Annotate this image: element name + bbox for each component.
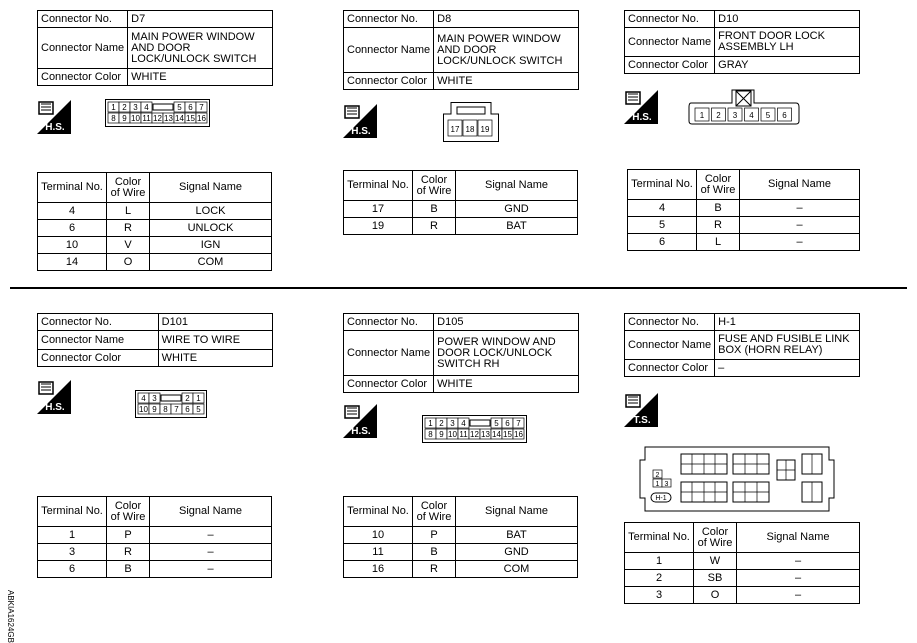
harness-side-icon [343, 104, 377, 138]
pin-label: 19 [480, 125, 490, 134]
connector-color-label: Connector Color [344, 73, 434, 90]
connector-name-label: Connector Name [38, 331, 159, 350]
table-row [38, 544, 272, 561]
connector-name-value: FRONT DOOR LOCK ASSEMBLY LH [715, 28, 860, 57]
connector-diagram [688, 89, 800, 130]
table-row [628, 200, 860, 217]
connector-color-value: WHITE [158, 350, 272, 367]
connector-info-table [37, 313, 273, 367]
harness-side-icon [37, 100, 71, 134]
table-row [38, 254, 272, 271]
pin-label: 16 [197, 114, 206, 123]
wire-color-cell: R [697, 217, 740, 234]
wire-color-cell: B [413, 201, 456, 218]
terminal-no-cell: 1 [625, 553, 694, 570]
connector-name-value: WIRE TO WIRE [158, 331, 272, 350]
connector-name-value: MAIN POWER WINDOW AND DOOR LOCK/UNLOCK SWITCH [128, 28, 273, 69]
connector-color-value: – [715, 360, 860, 377]
table-row [625, 570, 860, 587]
pin-label: 5 [494, 419, 499, 428]
wire-color-cell: P [413, 527, 456, 544]
pin-label: 13 [481, 430, 490, 439]
section-divider [10, 287, 907, 289]
terminal-no-cell: 10 [38, 237, 107, 254]
color-of-wire-header: Color of Wire [697, 170, 740, 200]
pin-label: 4 [141, 394, 146, 403]
table-row [38, 527, 272, 544]
connector-color-label: Connector Color [625, 360, 715, 377]
pin-label: 2 [439, 419, 444, 428]
signal-name-header: Signal Name [150, 173, 272, 203]
pin-label: 2 [122, 103, 127, 112]
pin-label: 18 [465, 125, 475, 134]
terminal-table [343, 496, 578, 578]
signal-name-cell: COM [456, 561, 578, 578]
signal-name-header: Signal Name [456, 171, 578, 201]
table-row [628, 217, 860, 234]
table-row [38, 220, 272, 237]
pin-label: 17 [450, 125, 460, 134]
terminal-no-cell: 5 [628, 217, 697, 234]
pin-label: 11 [459, 430, 468, 439]
pin-label: 3 [450, 419, 455, 428]
hs-badge [37, 100, 71, 139]
table-row [344, 218, 578, 235]
connector-face-diagram [135, 390, 207, 418]
pin-label: 2 [185, 394, 190, 403]
hs-badge [624, 90, 658, 129]
pin-label: 6 [188, 103, 193, 112]
pin-label: 3 [664, 481, 669, 488]
terminal-no-cell: 6 [38, 561, 107, 578]
badge-label: H.S. [351, 126, 371, 137]
pin-label: 8 [111, 114, 116, 123]
pin-label: 16 [514, 430, 523, 439]
connector-no-label: Connector No. [625, 11, 715, 28]
pin-label: 15 [503, 430, 512, 439]
wire-color-cell: B [107, 561, 150, 578]
pin-label: 1 [196, 394, 201, 403]
terminal-no-header: Terminal No. [38, 497, 107, 527]
pin-label: 12 [153, 114, 162, 123]
terminal-table [37, 172, 272, 271]
pin-label: 5 [177, 103, 182, 112]
connector-info-table [624, 10, 860, 74]
connector-color-label: Connector Color [344, 376, 434, 393]
pin-label: 5 [196, 405, 201, 414]
terminal-no-cell: 4 [38, 203, 107, 220]
pin-label: 3 [152, 394, 157, 403]
pin-label: 3 [732, 111, 738, 120]
pin-label: 9 [122, 114, 127, 123]
wire-color-cell: R [413, 218, 456, 235]
harness-side-icon [624, 393, 658, 427]
signal-name-cell: – [150, 527, 272, 544]
connector-color-label: Connector Color [625, 57, 715, 74]
box-label: H-1 [655, 495, 667, 502]
signal-name-header: Signal Name [740, 170, 860, 200]
connector-diagram [637, 446, 837, 517]
pin-label: 10 [139, 405, 148, 414]
terminal-no-cell: 3 [625, 587, 694, 604]
terminal-no-cell: 6 [38, 220, 107, 237]
signal-name-cell: – [740, 217, 860, 234]
pin-label: 8 [163, 405, 168, 414]
connector-face-diagram [443, 102, 499, 142]
terminal-no-cell: 1 [38, 527, 107, 544]
connector-color-label: Connector Color [38, 69, 128, 86]
terminal-table [343, 170, 578, 235]
harness-side-icon [624, 90, 658, 124]
pin-label: 6 [185, 405, 190, 414]
connector-diagram [105, 99, 210, 132]
hs-badge [343, 404, 377, 443]
pin-label: 2 [716, 111, 721, 120]
badge-label: H.S. [45, 402, 65, 413]
connector-name-label: Connector Name [344, 331, 434, 376]
terminal-no-cell: 14 [38, 254, 107, 271]
signal-name-cell: BAT [456, 218, 578, 235]
signal-name-cell: IGN [150, 237, 272, 254]
table-row [344, 561, 578, 578]
signal-name-cell: – [150, 561, 272, 578]
pin-label: 7 [516, 419, 521, 428]
pin-label: 13 [164, 114, 173, 123]
connector-name-value: FUSE AND FUSIBLE LINK BOX (HORN RELAY) [715, 331, 860, 360]
connector-no-value: D10 [715, 11, 860, 28]
fuse-box-diagram [637, 446, 837, 512]
terminal-no-header: Terminal No. [625, 523, 694, 553]
color-of-wire-header: Color of Wire [107, 173, 150, 203]
connector-no-value: D105 [434, 314, 579, 331]
hs-badge [624, 393, 658, 432]
pin-label: 6 [505, 419, 510, 428]
connector-diagram [422, 415, 527, 448]
connector-name-label: Connector Name [625, 331, 715, 360]
pin-label: 1 [655, 481, 660, 488]
connector-color-label: Connector Color [38, 350, 159, 367]
table-row [628, 234, 860, 251]
badge-label: H.S. [351, 426, 371, 437]
pin-label: 12 [470, 430, 479, 439]
connector-no-label: Connector No. [344, 11, 434, 28]
terminal-no-header: Terminal No. [344, 497, 413, 527]
signal-name-cell: LOCK [150, 203, 272, 220]
pin-label: 9 [152, 405, 157, 414]
table-row [38, 561, 272, 578]
connector-info-table [624, 313, 860, 377]
wire-color-cell: SB [694, 570, 737, 587]
pin-label: 3 [133, 103, 138, 112]
color-of-wire-header: Color of Wire [413, 171, 456, 201]
wire-color-cell: R [107, 544, 150, 561]
signal-name-cell: – [737, 587, 860, 604]
badge-label: H.S. [632, 112, 652, 123]
harness-side-icon [343, 404, 377, 438]
pin-label: 1 [699, 111, 705, 120]
terminal-no-cell: 2 [625, 570, 694, 587]
pin-label: 5 [765, 111, 771, 120]
connector-color-value: GRAY [715, 57, 860, 74]
pin-label: 15 [186, 114, 195, 123]
pin-label: 14 [175, 114, 184, 123]
table-row [625, 587, 860, 604]
connector-info-table [343, 10, 579, 90]
table-row [344, 544, 578, 561]
pin-label: 4 [144, 103, 149, 112]
connector-no-value: D7 [128, 11, 273, 28]
harness-side-icon [37, 380, 71, 414]
signal-name-header: Signal Name [150, 497, 272, 527]
terminal-no-header: Terminal No. [344, 171, 413, 201]
wire-color-cell: V [107, 237, 150, 254]
pin-label: 1 [111, 103, 116, 112]
connector-no-value: D8 [434, 11, 579, 28]
connector-info-table [37, 10, 273, 86]
signal-name-cell: GND [456, 544, 578, 561]
pin-label: 4 [749, 111, 754, 120]
connector-diagram [135, 390, 207, 423]
wire-color-cell: R [413, 561, 456, 578]
wire-color-cell: B [697, 200, 740, 217]
terminal-no-cell: 4 [628, 200, 697, 217]
pin-label: 9 [439, 430, 444, 439]
connector-no-label: Connector No. [625, 314, 715, 331]
wire-color-cell: P [107, 527, 150, 544]
color-of-wire-header: Color of Wire [694, 523, 737, 553]
color-of-wire-header: Color of Wire [413, 497, 456, 527]
signal-name-cell: BAT [456, 527, 578, 544]
badge-label: T.S. [633, 415, 651, 426]
connector-name-label: Connector Name [625, 28, 715, 57]
hs-badge [37, 380, 71, 419]
wire-color-cell: B [413, 544, 456, 561]
connector-no-label: Connector No. [38, 314, 159, 331]
table-row [344, 527, 578, 544]
terminal-no-cell: 16 [344, 561, 413, 578]
terminal-table [624, 522, 860, 604]
connector-no-label: Connector No. [344, 314, 434, 331]
pin-label: 4 [461, 419, 466, 428]
table-row [38, 203, 272, 220]
signal-name-cell: – [150, 544, 272, 561]
pin-label: 2 [655, 472, 660, 479]
connector-name-value: MAIN POWER WINDOW AND DOOR LOCK/UNLOCK SWITCH [434, 28, 579, 73]
color-of-wire-header: Color of Wire [107, 497, 150, 527]
connector-color-value: WHITE [434, 376, 579, 393]
connector-face-diagram [105, 99, 210, 127]
connector-no-value: D101 [158, 314, 272, 331]
terminal-no-cell: 3 [38, 544, 107, 561]
connector-name-label: Connector Name [344, 28, 434, 73]
signal-name-cell: GND [456, 201, 578, 218]
connector-diagram [443, 102, 499, 147]
pin-label: 11 [142, 114, 151, 123]
pin-label: 1 [428, 419, 433, 428]
pin-label: 8 [428, 430, 433, 439]
signal-name-cell: – [740, 234, 860, 251]
terminal-no-header: Terminal No. [38, 173, 107, 203]
signal-name-header: Signal Name [737, 523, 860, 553]
connector-info-table [343, 313, 579, 393]
table-row [38, 237, 272, 254]
pin-label: 6 [782, 111, 787, 120]
pin-label: 10 [448, 430, 457, 439]
wire-color-cell: O [694, 587, 737, 604]
wire-color-cell: O [107, 254, 150, 271]
wire-color-cell: R [107, 220, 150, 237]
signal-name-header: Signal Name [456, 497, 578, 527]
terminal-no-cell: 19 [344, 218, 413, 235]
terminal-no-header: Terminal No. [628, 170, 697, 200]
connector-name-value: POWER WINDOW AND DOOR LOCK/UNLOCK SWITCH RH [434, 331, 579, 376]
connector-color-value: WHITE [128, 69, 273, 86]
terminal-table [627, 169, 860, 251]
signal-name-cell: UNLOCK [150, 220, 272, 237]
hs-badge [343, 104, 377, 143]
terminal-no-cell: 11 [344, 544, 413, 561]
connector-color-value: WHITE [434, 73, 579, 90]
connector-face-diagram [688, 89, 800, 125]
terminal-table [37, 496, 272, 578]
connector-no-value: H-1 [715, 314, 860, 331]
table-row [625, 553, 860, 570]
pin-label: 7 [199, 103, 204, 112]
connector-name-label: Connector Name [38, 28, 128, 69]
connector-no-label: Connector No. [38, 11, 128, 28]
wire-color-cell: W [694, 553, 737, 570]
signal-name-cell: – [740, 200, 860, 217]
connector-face-diagram [422, 415, 527, 443]
pin-label: 10 [131, 114, 140, 123]
table-row [344, 201, 578, 218]
pin-label: 14 [492, 430, 501, 439]
badge-label: H.S. [45, 122, 65, 133]
terminal-no-cell: 10 [344, 527, 413, 544]
pin-label: 7 [174, 405, 179, 414]
terminal-no-cell: 6 [628, 234, 697, 251]
wire-color-cell: L [107, 203, 150, 220]
wire-color-cell: L [697, 234, 740, 251]
signal-name-cell: – [737, 553, 860, 570]
signal-name-cell: – [737, 570, 860, 587]
terminal-no-cell: 17 [344, 201, 413, 218]
signal-name-cell: COM [150, 254, 272, 271]
